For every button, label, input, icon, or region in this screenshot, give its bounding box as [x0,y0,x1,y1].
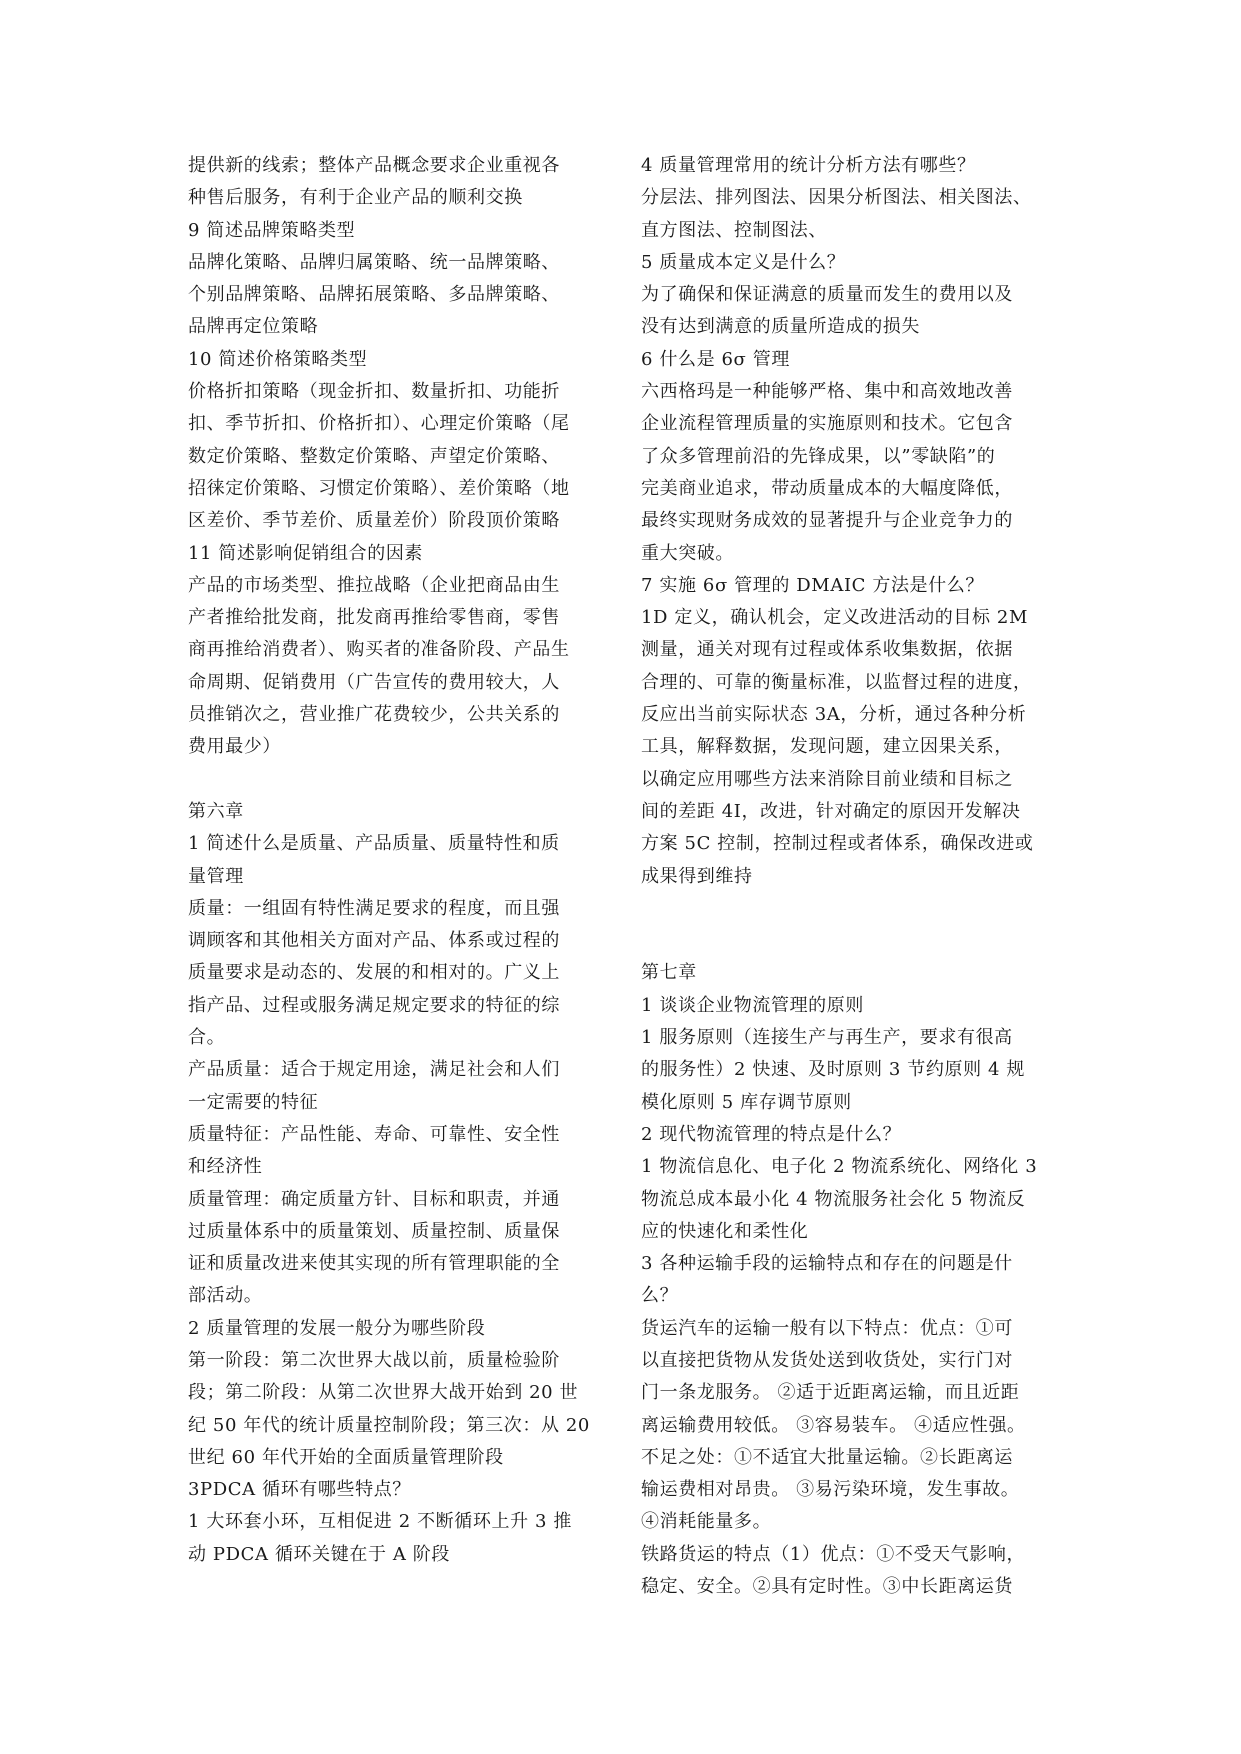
text-line: 一定需要的特征 [188,1091,319,1113]
text-line: 世纪 60 年代开始的全面质量管理阶段 [188,1446,504,1468]
text-line: 纪 50 年代的统计质量控制阶段；第三次：从 20 [188,1414,590,1436]
text-line: 门一条龙服务。 ②适于近距离运输，而且近距 [641,1382,1020,1404]
text-line: 第六章 [188,800,244,822]
text-line: 反应出当前实际状态 3A，分析，通过各种分析 [641,704,1027,726]
text-line: 动 PDCA 循环关键在于 A 阶段 [188,1543,450,1565]
text-line: 铁路货运的特点（1）优点：①不受天气影响， [641,1543,1026,1565]
text-line: 6 什么是 6σ 管理 [641,348,790,370]
text-line: 第一阶段：第二次世界大战以前，质量检验阶 [188,1349,560,1371]
text-line: 2 现代物流管理的特点是什么？ [641,1123,902,1145]
text-line: 1 简述什么是质量、产品质量、质量特性和质 [188,833,560,855]
text-line: 直方图法、控制图法、 [641,219,827,241]
text-line: 品牌化策略、品牌归属策略、统一品牌策略、 [188,251,560,273]
text-line: 么？ [641,1285,679,1307]
text-line: 调顾客和其他相关方面对产品、体系或过程的 [188,930,560,952]
text-line: 种售后服务，有利于企业产品的顺利交换 [188,187,523,209]
right-text-column [641,150,1061,1603]
text-line: 证和质量改进来使其实现的所有管理职能的全 [188,1253,560,1275]
text-line: 区差价、季节差价、质量差价）阶段顶价策略 [188,510,560,532]
text-line: 7 实施 6σ 管理的 DMAIC 方法是什么？ [641,574,984,596]
text-line: 命周期、促销费用（广告宣传的费用较大，人 [188,671,560,693]
text-line: 质量管理：确定质量方针、目标和职责，并通 [188,1188,560,1210]
text-line: 个别品牌策略、品牌拓展策略、多品牌策略、 [188,284,560,306]
text-line: 商再推给消费者）、购买者的准备阶段、产品生 [188,639,570,661]
text-line: 部活动。 [188,1285,263,1307]
text-line: 间的差距 4I，改进，针对确定的原因开发解决 [641,800,1021,822]
text-line: 完美商业追求，带动质量成本的大幅度降低， [641,477,1013,499]
text-line: 物流总成本最小化 4 物流服务社会化 5 物流反 [641,1188,1026,1210]
text-line: 不足之处：①不适宜大批量运输。②长距离运 [641,1446,1013,1468]
text-line: 价格折扣策略（现金折扣、数量折扣、功能折 [188,381,560,403]
text-line: 品牌再定位策略 [188,316,319,338]
text-line: 了众多管理前沿的先锋成果，以”零缺陷”的 [641,445,996,467]
blank-line [641,893,1061,925]
text-line: 合理的、可靠的衡量标准，以监督过程的进度， [641,671,1032,693]
text-line: 合。 [188,1027,226,1049]
text-line: 1 服务原则（连接生产与再生产，要求有很高 [641,1027,1013,1049]
text-line: 输运费相对昂贵。 ③易污染环境，发生事故。 [641,1479,1020,1501]
text-line: 提供新的线索；整体产品概念要求企业重视各 [188,155,560,176]
text-line: 1 大环套小环，互相促进 2 不断循环上升 3 推 [188,1511,572,1533]
text-line: 货运汽车的运输一般有以下特点：优点：①可 [641,1317,1013,1339]
text-line: 重大突破。 [641,542,734,564]
text-line: 以直接把货物从发货处送到收货处，实行门对 [641,1349,1013,1371]
text-line: 4 质量管理常用的统计分析方法有哪些？ [641,155,976,176]
text-line: 3 各种运输手段的运输特点和存在的问题是什 [641,1253,1013,1275]
text-line: 模化原则 5 库存调节原则 [641,1091,852,1113]
text-line: 扣、季节折扣、价格折扣）、心理定价策略（尾 [188,413,570,435]
text-line: 成果得到维持 [641,865,753,887]
text-line: ④消耗能量多。 [641,1511,772,1533]
text-line: 1D 定义，确认机会，定义改进活动的目标 2M [641,607,1029,629]
text-line: 员推销次之，营业推广花费较少，公共关系的 [188,704,560,726]
left-text-column [188,150,604,1571]
text-line: 5 质量成本定义是什么？ [641,251,846,273]
text-line: 3PDCA 循环有哪些特点？ [188,1479,411,1501]
text-line: 1 谈谈企业物流管理的原则 [641,994,864,1016]
text-line: 企业流程管理质量的实施原则和技术。它包含 [641,413,1013,435]
text-line: 应的快速化和柔性化 [641,1220,809,1242]
text-line: 方案 5C 控制，控制过程或者体系，确保改进或 [641,833,1034,855]
text-line: 以确定应用哪些方法来消除目前业绩和目标之 [641,768,1013,790]
text-line: 11 简述影响促销组合的因素 [188,542,424,564]
text-line: 没有达到满意的质量所造成的损失 [641,316,920,338]
text-line: 10 简述价格策略类型 [188,348,368,370]
text-line: 指产品、过程或服务满足规定要求的特征的综 [188,994,560,1016]
text-line: 稳定、安全。②具有定时性。③中长距离运货 [641,1576,1013,1598]
text-line: 为了确保和保证满意的质量而发生的费用以及 [641,284,1013,306]
blank-line [641,925,1061,957]
text-line: 段；第二阶段：从第二次世界大战开始到 20 世 [188,1382,579,1404]
text-line: 最终实现财务成效的显著提升与企业竞争力的 [641,510,1013,532]
blank-line [188,764,604,796]
text-line: 质量要求是动态的、发展的和相对的。广义上 [188,962,560,984]
text-line: 质量特征：产品性能、寿命、可靠性、安全性 [188,1123,560,1145]
text-line: 第七章 [641,962,697,984]
text-line: 过质量体系中的质量策划、质量控制、质量保 [188,1220,560,1242]
text-line: 量管理 [188,865,244,887]
text-line: 分层法、排列图法、因果分析图法、相关图法、 [641,187,1032,209]
text-line: 工具，解释数据，发现问题，建立因果关系， [641,736,1013,758]
text-line: 测量，通关对现有过程或体系收集数据，依据 [641,639,1013,661]
text-line: 产品的市场类型、推拉战略（企业把商品由生 [188,574,560,596]
text-line: 和经济性 [188,1156,263,1178]
text-line: 产者推给批发商，批发商再推给零售商，零售 [188,607,560,629]
text-line: 产品质量：适合于规定用途，满足社会和人们 [188,1059,560,1081]
text-line: 的服务性）2 快速、及时原则 3 节约原则 4 规 [641,1059,1025,1081]
text-line: 质量：一组固有特性满足要求的程度，而且强 [188,897,560,919]
text-line: 费用最少） [188,736,281,758]
text-line: 2 质量管理的发展一般分为哪些阶段 [188,1317,486,1339]
text-line: 数定价策略、整数定价策略、声望定价策略、 [188,445,560,467]
text-line: 9 简述品牌策略类型 [188,219,356,241]
text-line: 离运输费用较低。 ③容易装车。 ④适应性强。 [641,1414,1026,1436]
text-line: 招徕定价策略、习惯定价策略）、差价策略（地 [188,477,570,499]
text-line: 1 物流信息化、电子化 2 物流系统化、网络化 3 [641,1156,1038,1178]
text-line: 六西格玛是一种能够严格、集中和高效地改善 [641,381,1013,403]
